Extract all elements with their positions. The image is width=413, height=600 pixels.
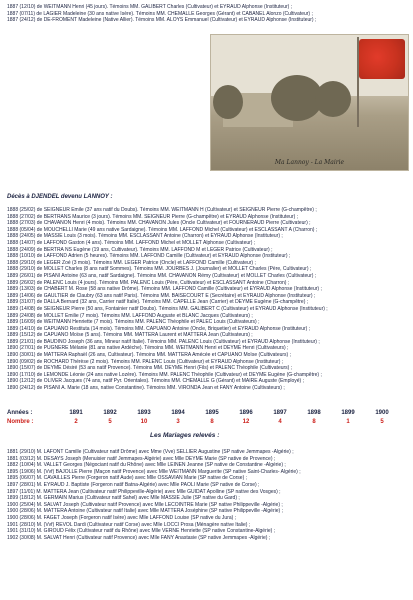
stats-count-cell: 5 <box>108 418 112 425</box>
record-line: 1888 (27/03) de CHAVANON Henri (4 mois). Témoins MM. CHAVANON Jules (Oncle Cultivateur) et FOURNERAUD Pierre (Cultivateur) ; <box>7 220 311 227</box>
yearly-stats-table <box>7 408 399 426</box>
section-title-deces: Décès à DJENDEL devenu LANNOY : <box>7 194 113 200</box>
stats-count-cell: 3 <box>176 418 180 425</box>
stats-count-cell: 5 <box>380 418 384 425</box>
record-line: 1900 (25/04) M. SALVAT Joseph (Cultivateur natif Provence) avec Mlle LECOINTRE Marie (SP native Philippeville -Algérie) ; <box>7 501 283 508</box>
record-line: 1890 (17/10) de LEMONDE Léonie (24 ans native Lozère). Témoins MM. PALENC Théophile (Cultivateur) et DEYME Eugène (G-champêtre) ; <box>7 371 322 378</box>
photo-caption: Ma Lannoy - La Mairie <box>274 159 345 166</box>
record-line: 1888 (10/10) de LAFFOND Adrien (5 heures). Témoins MM. LAFFOND Camille (Cultivateur) et EYRAUD Alphonse (Instituteur) ; <box>7 253 291 260</box>
stats-count-cell: 8 <box>312 418 316 425</box>
record-line: 1889 (13/03) de CHABERT M. Rose (58 ans native Drôme). Témoins MM. LAFFOND Camille (Cultivateur) et EYRAUD Alphonse (Instituteur) ; <box>7 286 322 293</box>
years-label: Années : <box>7 409 33 416</box>
stats-years-row <box>7 408 399 417</box>
record-line: 1889 (14/10) de CAPUANO Restituta (14 mois). Témoins MM. CAPUANO Antoine (Oncle, Briquetier) et EYRAUD Alphonse (Instituteur) ; <box>7 325 311 332</box>
record-line: 1895 (19/06) M. (Vvf) BAJOLLE Pierre (Maçon natif Provence) avec Mlle WEITMANN Marguerite (SP native Saint-Charles- Algérie) ; <box>7 468 301 475</box>
record-line: 1901 (31/10) M. GIROUD Félix (Cultivateur natif du Rhône) avec Mlle VERNE Henriette (SP native Constantine-Algérie) ; <box>7 528 276 535</box>
mariage-records-list <box>7 449 407 541</box>
record-line: 1888 (05/04) de MOUCHELLI Marie (49 ans native Sardaigne). Témoins MM. LAFFOND Michel (Cultivateur) et ESCLASSANT A (Charron) ; <box>7 226 318 233</box>
record-line: 1888 (24/05) de MASSIE Louis (3 mois). Témoins MM. ESCLASSANT Antoine (Charron) et EYRAUD Alphonse (Instituteur) ; <box>7 233 283 240</box>
stats-count-cell: 4 <box>278 418 282 425</box>
record-line: 1890 (12/12) de OLIVER Jacques (74 ans, natif Pyr. Orientales). Témoins MM. CHEMALLE G (Gérant) et MAIRE Auguste (Employé) ; <box>7 378 304 385</box>
flag-icon <box>359 39 405 79</box>
stats-year-cell: 1895 <box>205 409 219 416</box>
stats-count-cell: 2 <box>74 418 78 425</box>
stats-year-cell: 1891 <box>69 409 83 416</box>
record-line: 1902 (30/08) M. SALVAT Henri (Cultivateur natif Provence) avec Mlle FANY Anastasie (SP native Jemmapes -Algérie) ; <box>7 534 271 541</box>
record-line: 1897 (28/01) M. EYRAUD J. Baptiste (Forgeron natif Batna-Algérie) avec Mlle PAOLI Marie (SP native de Corse) ; <box>7 481 260 488</box>
stats-year-cell: 1900 <box>375 409 389 416</box>
record-line: 1890 (24/12) de PISANI A. Marie (18 ans, native Constantine). Témoins MM. VIRONDA Jean et FANY Antoine (Cultivateurs) ; <box>7 385 285 392</box>
deces-records-list <box>7 207 407 392</box>
record-line: 1888 (14/07) de LAFFOND Gaston (4 ans). Témoins MM. LAFFOND Michel et MOLLET Alphonse (Cultivateur) ; <box>7 239 256 246</box>
record-line: 1881 (29/10) M. LAFONT Camille (Cultivateur natif Drôme) avec Mme (Vve) SELLIER Augustine (SP native Jemmapes -Algérie) ; <box>7 449 294 455</box>
record-line: 1890 (27/01) de PUGNERE Mélanie (81 ans native Ardèche). Témoins MM. WEÏTMANN Henri et DEYME Henri (Cultivateurs) ; <box>7 345 289 352</box>
record-line: 1889 (21/01) de BAUDINO Joseph (36 ans, Mineur natif Italie). Témoins MM. PALENC Louis (Cultivateur) et EYRAUD Alphonse (Instituteur) ; <box>7 338 320 345</box>
record-line: 1881 (03/12) M. DESAYS Joseph (Menuisier natif Jemmapes-Algérie) avec Mlle DEYME Marie (SP native de Provence) ; <box>7 455 276 462</box>
top-death-records <box>7 4 407 24</box>
record-line: 1901 (28/10) M. (Vvf) REVOL Dardi (Cultivateur natif Corse) avec Mlle LOCCI Prosa (Ménagère native Italie) ; <box>7 521 251 528</box>
record-line: 1889 (24/08) de MOLLET Emilie (7 mois). Témoins MM. LAFFOND Auguste et BLANC Jacques (Cultivateurs) ; <box>7 312 253 319</box>
stats-year-cell: 1893 <box>137 409 151 416</box>
stats-year-cell: 1899 <box>341 409 355 416</box>
photo-tree <box>213 85 243 119</box>
stats-count-cell: 8 <box>210 418 214 425</box>
stats-count-cell: 12 <box>242 418 250 425</box>
record-line: 1887 (24/12) de DE-FROMENT Madeleine (Native Allier). Témoins MM. ALOYS Emmanuel (Cultivateur) et EYRAUD Alphonse (Instituteur) ; <box>7 17 317 24</box>
record-line: 1889 (14/06) de GAULTIER de Claubry (63 ans natif Paris). Témoins MM. BAISECOURT E (Secrétaire) et EYRAUD Alphonse (Instituteur) ; <box>7 292 316 299</box>
stats-count-cell: 10 <box>140 418 148 425</box>
record-line: 1895 (06/07) M. CAVAILLES Pierre (Forgeron natif Aude) avec Mlle OSSAVIAN Marie (SP native de Corse) ; <box>7 475 248 482</box>
stats-year-cell: 1896 <box>239 409 253 416</box>
count-label: Nombre : <box>7 418 34 425</box>
stats-year-cell: 1897 <box>273 409 287 416</box>
record-line: 1887 (07/11) de LAGIER Madeleine (30 ans native Isère). Témoins MM. CHEMALLE Georges (Gérant) et CABANEL Alonzo (Cultivateur) ; <box>7 10 313 17</box>
record-line: 1888 (27/02) de BERTRANS Maurice (3 jours). Témoins MM. SEIGNEUR Pierre (G-champêtre) et EYRAUD Alphonse (Instituteur) ; <box>7 213 299 220</box>
record-line: 1887 (12/10) de WEÏTMANN Henri (45 jours). Témoins MM. GALIBERT Charles (Cultivateur) et EYRAUD Alphonse (Instituteur) ; <box>7 4 293 10</box>
record-line: 1889 (26/01) de PISANI Antoine (63 ans, natif Sardaigne). Témoins MM. CHAVANON Rémy (Cultivateur) et MOLLET Charles (Cultivateur) ; <box>7 272 317 279</box>
record-line: 1889 (15/12) de CAPUANO Moïse (5 ans). Témoins MM. MATTERA Laurent et MATTERA Jean (Cultivateurs) ; <box>7 332 253 339</box>
record-line: 1888 (24/09) de BERTRA NS Eugène (19 ans, Cultivateur). Témoins MM. LAFFOND M et LEGER Patrice (Cultivateur) ; <box>7 246 273 253</box>
stats-counts-row <box>7 417 399 426</box>
record-line: 1900 (28/06) M. FAGET Joseph (Forgeron natif Isère) avec Mlle LAFFOND Louise (SP native du Jura) ; <box>7 514 237 521</box>
record-line: 1900 (28/06) M. MATTERA Antoine (Cultivateur natif Italie) avec Mlle MATTERA Joséphine (SP native Philippeville -Algérie) ; <box>7 508 283 515</box>
photo-tree <box>315 81 351 117</box>
record-line: 1888 (29/10) de MOLLET Charles (8 ans natif Sommes). Témoins MM. JOURBES J. (Journalier) et MOLLET Charles (Père, Cultivateur) ; <box>7 266 312 273</box>
record-line: 1890 (30/01) de MATTERA Raphaël (26 ans, Cultivateur). Témoins MM. MATTERA Amécée et CAPUANO Moïse (Cultivateurs) ; <box>7 352 291 359</box>
record-line: 1888 (25/02) de SEIGNEUR Emile (37 ans natif du Doubs). Témoins MM. WEITMANN H (Cultivateur) et SEIGNEUR Pierre (G-champêtre) ; <box>7 207 317 213</box>
stats-year-cell: 1894 <box>171 409 185 416</box>
stats-year-cell: 1898 <box>307 409 321 416</box>
record-line: 1897 (11/01) M. MATTERA Jean (Cultivateur natif Philippeville-Algérie) avec Mlle GUIDAT Apolline (SP native des Vosges) ; <box>7 488 281 495</box>
record-line: 1890 (09/02) de ROCHARD Thérèse (2 mois). Témoins MM. PALENC Louis (Cultivateur) et EYRAUD Alphonse (Instituteur) ; <box>7 358 284 365</box>
record-line: 1889 (16/09) de WEITMANN Henriette (7 mois). Témoins MM. PALENC Théophile et PALEC Louis (Cultivateurs) ; <box>7 319 260 326</box>
record-line: 1889 (31/07) de DALLA Bernard (32 ans, Carrier natif Italie). Témoins MM. CAPELLE Jean (Carrier) et DEYME Eugène (G-champêtre) ; <box>7 299 309 306</box>
stats-year-cell: 1892 <box>103 409 117 416</box>
record-line: 1890 (15/07) de DEYME Désiré (53 ans natif Provence). Témoins MM. DEYME Henri (Fils) et PALENC Théophile (Cultivateurs) ; <box>7 365 293 372</box>
record-line: 1889 (14/08) de SEIGNEUR Pierre (50 ans, Fontainier natif Doubs). Témoins MM. GALIBERT C (Cultivateur) et EYRAUD Alphonse (Instituteur) ; <box>7 305 328 312</box>
record-line: 1899 (18/12) M. GERMAIN Marius (Cultivateur natif Sahel) avec Mlle MASSIE Julie (SP native du Gard) ; <box>7 495 240 502</box>
mairie-postcard-photo <box>210 34 409 171</box>
stats-count-cell: 1 <box>346 418 350 425</box>
record-line: 1889 (26/02) de PALENC Louis (4 jours). Témoins MM. PALENC Louis (Père, Cultivateur) et ESCLASSANT Antoine (Charron) ; <box>7 279 290 286</box>
section-title-mariages: Les Mariages relevés : <box>150 432 220 439</box>
record-line: 1882 (10/04) M. VALLET Georges (Négociant natif du Rhône) avec Mlle LEINEN Jeanne (SP native de Constantine -Algérie) ; <box>7 462 286 469</box>
record-line: 1888 (29/10) de LEGER Zoé (3 mois). Témoins MM. LEGER Patrice (Oncle) et LAFFOND Camille (Cultivateur) ; <box>7 259 256 266</box>
